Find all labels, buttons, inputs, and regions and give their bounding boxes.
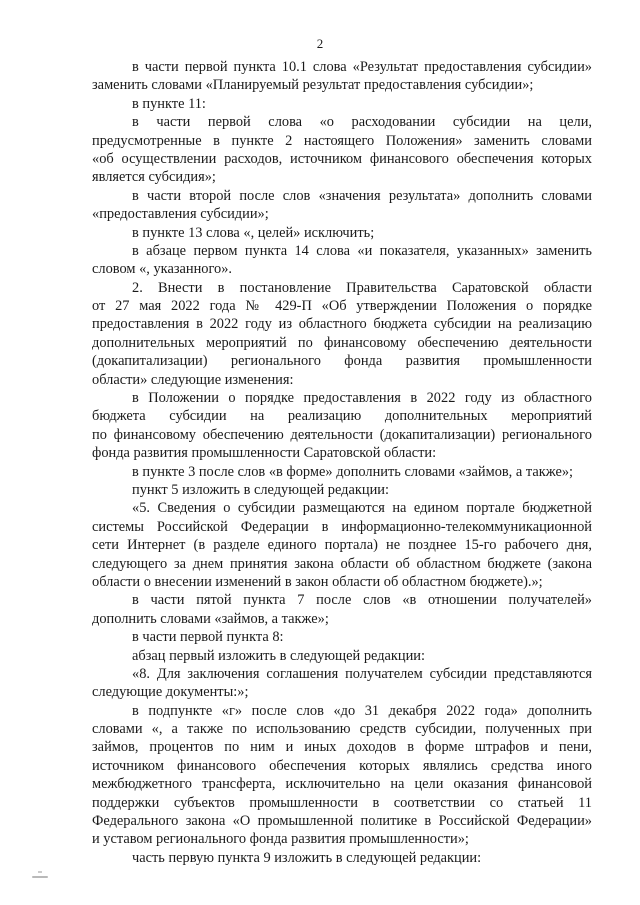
text-line: в пункте 3 после слов «в форме» дополнить словами «займов, а также»;	[132, 463, 574, 480]
text-line: межбюджетного трансферта, исключительно на цели оказания финансовой	[92, 776, 592, 793]
text-line: (докапитализации) регионального фонда развития промышленности	[92, 353, 592, 370]
text-line: поддержки субъектов промышленности в соответствии со статьей 11	[92, 794, 592, 811]
text-line: словом «, указанного».	[92, 261, 233, 278]
text-line: предусмотренные в пункте 2 настоящего Положения» заменить словами	[92, 132, 592, 149]
text-line: в абзаце первом пункта 14 слова «и показателя, указанных» заменить	[132, 242, 592, 259]
text-line: абзац первый изложить в следующей редакции:	[132, 647, 426, 664]
text-line: области о внесении изменений в закон области об областном бюджете).»;	[92, 573, 543, 590]
text-line: займов, процентов по ним и иных доходов в форме штрафов и пени,	[92, 739, 592, 756]
text-line: в части первой слова «о расходовании субсидии на цели,	[132, 114, 592, 131]
text-line: источником финансового обеспечения которых являлись средства иного	[92, 757, 592, 774]
text-line: в части пятой пункта 7 после слов «в отношении получателей»	[132, 592, 592, 609]
text-line: часть первую пункта 9 изложить в следующей редакции:	[132, 849, 482, 866]
text-line: в части второй после слов «значения результата» дополнить словами	[132, 187, 592, 204]
text-line: «предоставления субсидии»;	[92, 206, 269, 223]
text-line: следующие документы:»;	[92, 684, 249, 701]
text-line: дополнить словами «займов, а также»;	[92, 610, 329, 627]
text-line: в Положении о порядке предоставления в 2022 году из областного	[132, 390, 592, 407]
text-line: в пункте 11:	[132, 95, 206, 112]
scan-mark	[38, 871, 42, 873]
text-line: бюджета субсидии на реализацию дополнительных мероприятий	[92, 408, 592, 425]
text-line: 2. Внести в постановление Правительства Саратовской области	[132, 279, 592, 296]
text-line: пункт 5 изложить в следующей редакции:	[132, 481, 389, 498]
page-number: 2	[316, 36, 324, 51]
text-line: «об осуществлении расходов, источником финансового обеспечения которых	[92, 150, 592, 167]
text-line: области» следующие изменения:	[92, 371, 294, 388]
document-body	[92, 58, 592, 867]
text-line: является субсидия»;	[92, 169, 216, 186]
text-line: словами «, а также по использованию средств субсидии, полученных при	[92, 721, 592, 738]
text-line: следующего за днем принятия закона области об областном бюджете (закона	[92, 555, 592, 572]
text-line: в пункте 13 слова «, целей» исключить;	[132, 224, 375, 241]
text-line: и уставом регионального фонда развития промышленности»;	[92, 831, 469, 848]
text-line: сети Интернет (в разделе единого портала) не позднее 15-го рабочего дня,	[92, 537, 592, 554]
text-line: заменить словами «Планируемый результат предоставления субсидии»;	[92, 77, 534, 94]
text-line: в подпункте «г» после слов «до 31 декабря 2022 года» дополнить	[132, 702, 592, 719]
text-line: Федерального закона «О промышленной политике в Российской Федерации»	[92, 813, 592, 830]
text-line: предоставления в 2022 году из областного бюджета субсидии на реализацию	[92, 316, 592, 333]
text-line: дополнительных мероприятий по финансовому обеспечению деятельности	[92, 334, 592, 351]
text-line: в части первой пункта 8:	[132, 629, 284, 646]
scan-mark	[32, 876, 48, 878]
text-line: от 27 мая 2022 года № 429-П «Об утверждении Положения о порядке	[92, 298, 592, 315]
text-line: фонда развития промышленности Саратовской области:	[92, 445, 437, 462]
text-line: «8. Для заключения соглашения получателем субсидии представляются	[132, 665, 592, 682]
text-line: «5. Сведения о субсидии размещаются на едином портале бюджетной	[132, 500, 592, 517]
text-line: системы Российской Федерации в информационно-телекоммуникационной	[92, 518, 592, 535]
text-line: по финансовому обеспечению деятельности (докапитализации) регионального	[92, 426, 592, 443]
text-line: в части первой пункта 10.1 слова «Результат предоставления субсидии»	[132, 59, 592, 75]
